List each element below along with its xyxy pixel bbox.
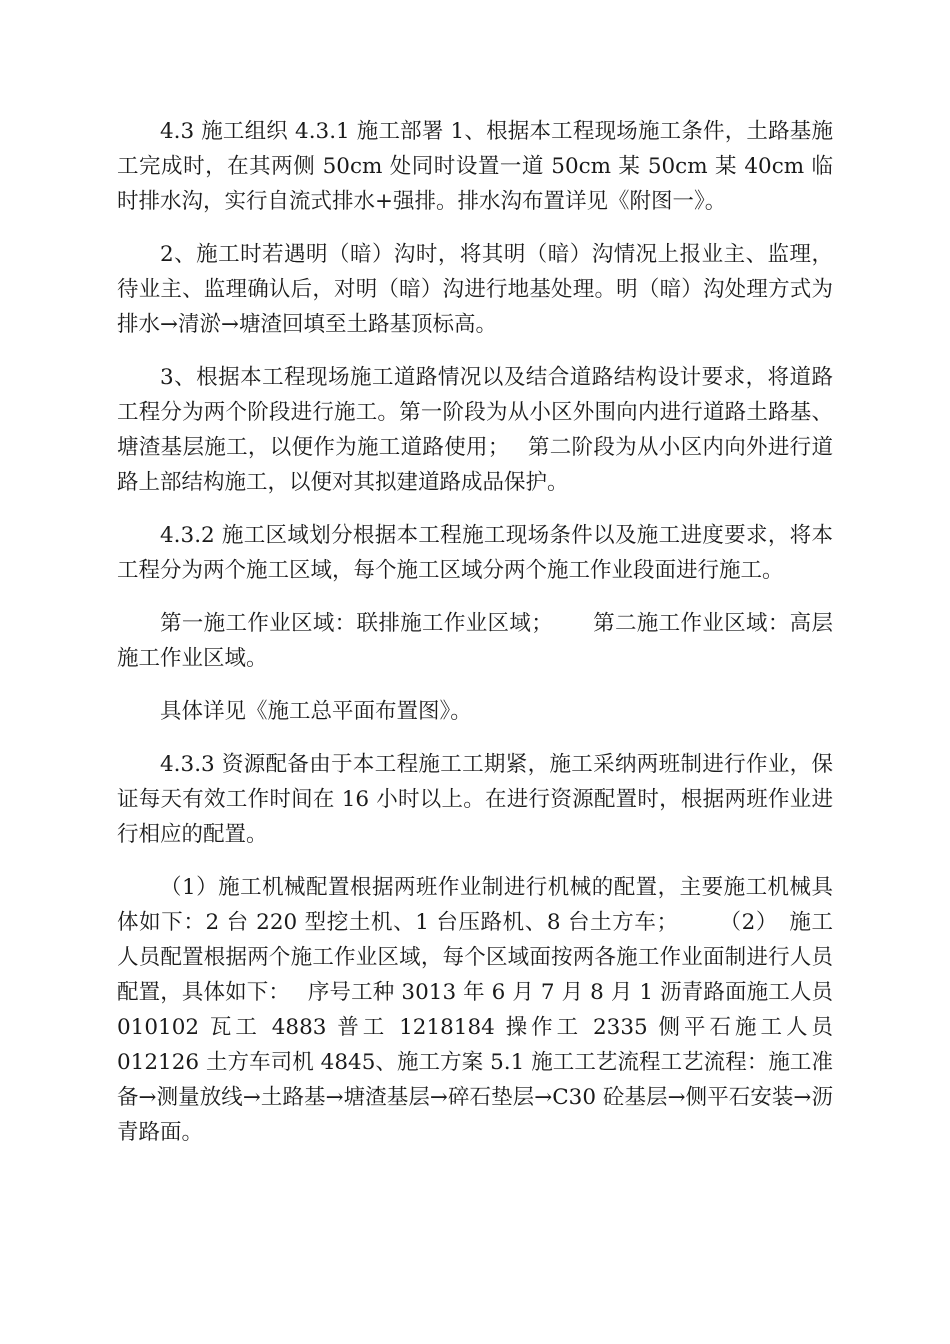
paragraph-area-division: 4.3.2 施工区域划分根据本工程施工现场条件以及施工进度要求，将本工程分为两个施工区域，每个施工区域分两个施工作业段面进行施工。 [117,523,833,583]
paragraph-work-areas: 第一施工作业区域：联排施工作业区域； 第二施工作业区域：高层施工作业区域。 [117,611,833,671]
paragraph-see-layout-plan: 具体详见《施工总平面布置图》。 [160,699,472,724]
paragraph-machinery-and-staffing: （1）施工机械配置根据两班作业制进行机械的配置，主要施工机械具体如下：2 台 220 型挖土机、1 台压路机、8 台土方车； （2） 施工人员配置根据两个施工作业区域，每个区域面按两各施工作业面制进行人员配置，具体如下： 序号工种 3013 年 6 月 7 月 8 月 1 沥青路面施工人员 010102 瓦工 4883 普工 1218184 操作工 2335 侧平石施工人员 012126 土方车司机 4845、施工方案 5.1 施工工艺流程工艺流程：施工准备→测量放线→土路基→塘渣基层→碎石垫层→C30 砼基层→侧平石安装→沥青路面。 [117,875,840,1145]
paragraph-construction-phases: 3、根据本工程现场施工道路情况以及结合道路结构设计要求，将道路工程分为两个阶段进行施工。第一阶段为从小区外围向内进行道路土路基、塘渣基层施工，以便作为施工道路使用； 第二阶段为从小区内向外进行道路上部结构施工，以便对其拟建道路成品保护。 [117,365,833,495]
paragraph-open-ditch-treatment: 2、施工时若遇明（暗）沟时，将其明（暗）沟情况上报业主、监理，待业主、监理确认后，对明（暗）沟进行地基处理。明（暗）沟处理方式为排水→清淤→塘渣回填至土路基顶标高。 [117,242,833,337]
paragraph-resource-allocation: 4.3.3 资源配备由于本工程施工工期紧，施工采纳两班制进行作业，保证每天有效工作时间在 16 小时以上。在进行资源配置时，根据两班作业进行相应的配置。 [117,752,833,847]
document-body [117,114,840,1168]
paragraph-construction-deployment: 4.3 施工组织 4.3.1 施工部署 1、根据本工程现场施工条件，土路基施工完成时，在其两侧 50cm 处同时设置一道 50cm 某 50cm 某 40cm 临时排水沟，实行自流式排水+强排。排水沟布置详见《附图一》。 [117,119,833,214]
